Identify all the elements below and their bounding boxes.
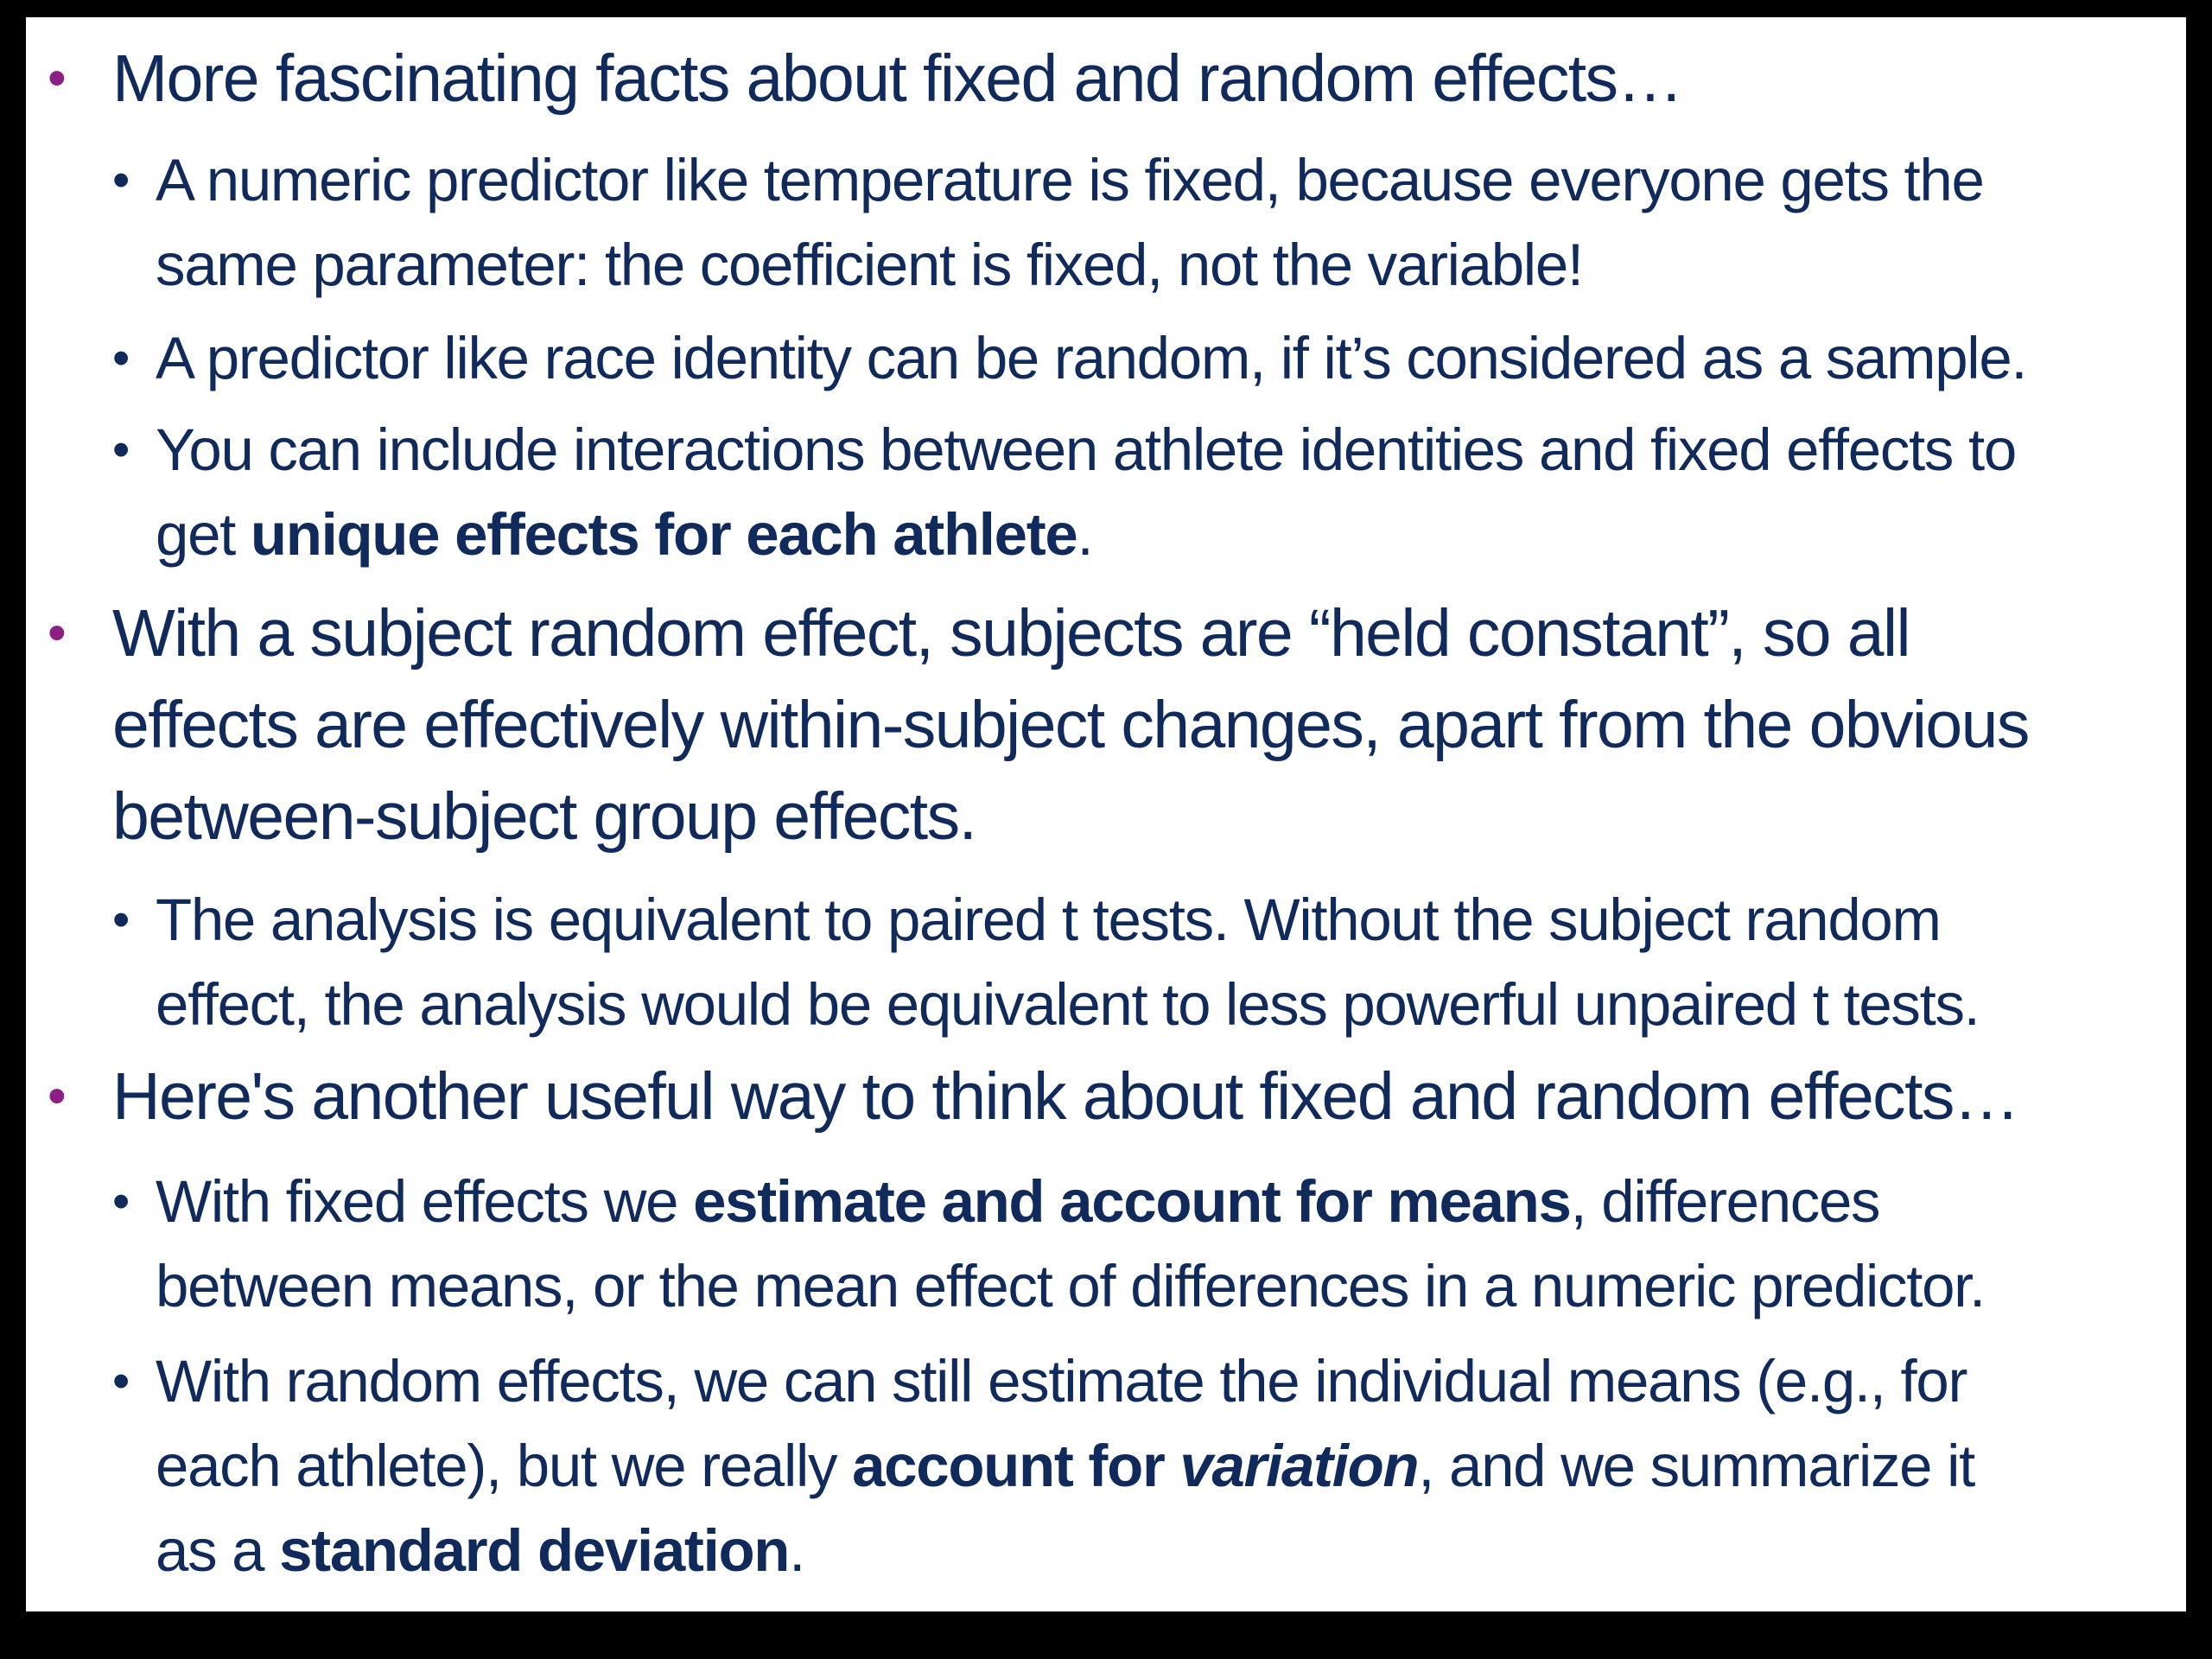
text-segment: , and we summarize it <box>1418 1433 1975 1499</box>
bullet-item-level2 <box>112 316 2027 401</box>
bullet-text-line: The analysis is equivalent to paired t tests. Without the subject random <box>156 887 1941 953</box>
bullet-marker: • <box>112 892 130 948</box>
bullet-text-line: same parameter: the coefficient is fixed, not the variable! <box>156 232 1583 298</box>
bullet-item-level2 <box>112 878 1980 1047</box>
bullet-text-line: between means, or the mean effect of differences in a numeric predictor. <box>156 1253 1985 1319</box>
bullet-marker: • <box>112 422 130 478</box>
bullet-item-level1 <box>48 33 1682 124</box>
text-segment: . <box>1077 501 1093 568</box>
slide-content <box>26 17 2186 1611</box>
bullet-text-line <box>156 1424 1974 1509</box>
slide-frame <box>26 17 2186 1611</box>
bullet-item-level2 <box>112 408 2016 577</box>
text-segment: get <box>156 501 251 568</box>
bullet-text-line: With a subject random effect, subjects are “held constant”, so all <box>112 596 1910 671</box>
text-segment: . <box>789 1517 805 1584</box>
bullet-text-line <box>156 493 2016 577</box>
bullet-marker: • <box>112 330 130 386</box>
bullet-text-line <box>156 1160 1985 1244</box>
emphasis-text: account for <box>852 1433 1180 1499</box>
emphasis-italic-text <box>1179 1433 1418 1499</box>
bullet-text-line: A numeric predictor like temperature is fixed, because everyone gets the <box>156 147 1984 213</box>
bullet-item-level1 <box>48 1051 2019 1142</box>
bullet-text-line: effects are effectively within-subject changes, apart from the obvious <box>112 688 2029 762</box>
bullet-text-line: between-subject group effects. <box>112 779 976 854</box>
bullet-text-line: With random effects, we can still estimate the individual means (e.g., for <box>156 1348 1967 1414</box>
emphasis-text: standard deviation <box>279 1517 790 1584</box>
bullet-item-level2 <box>112 138 1984 308</box>
text-segment: as a <box>156 1517 280 1584</box>
text-segment: , differences <box>1570 1168 1880 1235</box>
bullet-item-level1 <box>48 588 2029 862</box>
bullet-marker: • <box>48 48 66 108</box>
bullet-item-level2 <box>112 1160 1985 1329</box>
bullet-text-line: More fascinating facts about fixed and random effects… <box>112 41 1682 116</box>
bullet-text-line: A predictor like race identity can be random, if it’s considered as a sample. <box>156 325 2027 391</box>
italic-text: variation <box>1179 1433 1419 1499</box>
bullet-text-line: Here's another useful way to think about fixed and random effects… <box>112 1059 2019 1134</box>
bullet-marker: • <box>112 152 130 208</box>
emphasis-text: estimate and account for means <box>693 1168 1571 1235</box>
bullet-text-line: You can include interactions between athlete identities and fixed effects to <box>156 416 2016 483</box>
text-segment: With fixed effects we <box>156 1168 694 1235</box>
bullet-text-line: effect, the analysis would be equivalent to less powerful unpaired t tests. <box>156 971 1980 1038</box>
bullet-marker: • <box>112 1173 130 1230</box>
bullet-item-level2 <box>112 1339 1975 1593</box>
text-segment: each athlete), but we really <box>156 1433 853 1499</box>
bullet-marker: • <box>112 1353 130 1409</box>
bullet-marker: • <box>48 1066 66 1126</box>
emphasis-text: unique effects for each athlete <box>250 501 1077 568</box>
bullet-text-line <box>156 1509 1974 1593</box>
bullet-marker: • <box>48 603 66 663</box>
